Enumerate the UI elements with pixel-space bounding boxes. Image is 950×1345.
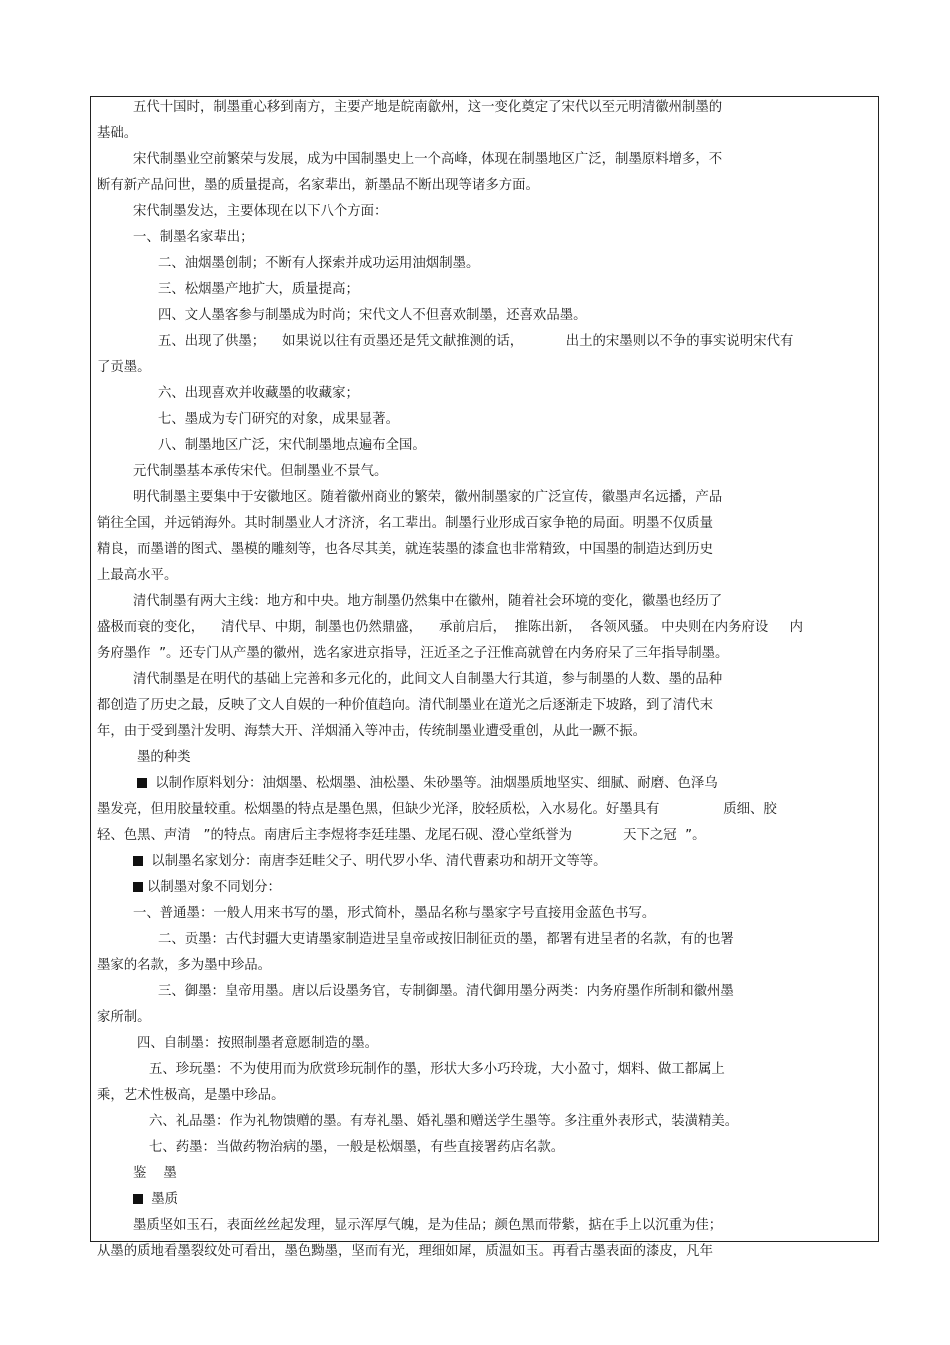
line-text: 断有新产品问世，墨的质量提高，名家辈出，新墨品不断出现等诸多方面。 <box>97 178 539 193</box>
line-text: 元代制墨基本承传宋代。但制墨业不景气。 <box>133 464 388 479</box>
text-line <box>91 281 878 299</box>
text-line <box>91 723 878 741</box>
text-line <box>91 827 878 845</box>
line-text: 三、松烟墨产地扩大，质量提高； <box>158 282 359 297</box>
text-line <box>91 749 878 767</box>
line-text: 七、药墨：当做药物治病的墨，一般是松烟墨，有些直接署药店名款。 <box>149 1140 565 1155</box>
text-line <box>91 333 878 351</box>
black-square-bullet-icon <box>137 778 147 788</box>
line-text: 乘，艺术性极高，是墨中珍品。 <box>97 1088 285 1103</box>
text-line <box>91 879 878 897</box>
text-line <box>91 411 878 429</box>
text-line <box>91 359 878 377</box>
text-line <box>91 1009 878 1027</box>
text-line <box>91 385 878 403</box>
text-line <box>91 983 878 1001</box>
line-text: 墨质坚如玉石，表面丝丝起发理，显示浑厚气魄，是为佳品；颜色黑而带紫，掂在手上以沉重为佳； <box>133 1218 723 1233</box>
black-square-bullet-icon <box>133 856 143 866</box>
text-line <box>91 593 878 611</box>
text-line <box>91 1061 878 1079</box>
line-text: 六、礼品墨：作为礼物馈赠的墨。有寿礼墨、婚礼墨和赠送学生墨等。多注重外表形式，装潢精美。 <box>149 1114 739 1129</box>
text-line <box>91 645 878 663</box>
line-text: 明代制墨主要集中于安徽地区。随着徽州商业的繁荣，徽州制墨家的广泛宣传，徽墨声名远播，产品 <box>133 490 723 505</box>
line-text: 从墨的质地看墨裂纹处可看出，墨色黝墨，坚而有光，理细如犀，质温如玉。再看古墨表面的漆皮，凡年 <box>97 1244 713 1259</box>
line-text: 宋代制墨发达，主要体现在以下八个方面： <box>133 204 388 219</box>
line-text: 墨家的名款，多为墨中珍品。 <box>97 958 272 973</box>
black-square-bullet-icon <box>133 882 143 892</box>
text-line <box>91 177 878 195</box>
text-line <box>91 1087 878 1105</box>
line-text: 以制作原料划分：油烟墨、松烟墨、油松墨、朱砂墨等。油烟墨质地坚实、细腻、耐磨、色泽乌 <box>151 776 718 791</box>
line-text: 一、普通墨：一般人用来书写的墨，形式简朴，墨品名称与墨家字号直接用金蓝色书写。 <box>133 906 656 921</box>
text-line <box>91 1139 878 1157</box>
text-line <box>91 905 878 923</box>
text-line <box>91 463 878 481</box>
line-text: 年，由于受到墨汁发明、海禁大开、洋烟涌入等冲击，传统制墨业遭受重创，从此一蹶不振。 <box>97 724 647 739</box>
line-text: 墨发亮，但用胶量较重。松烟墨的特点是墨色黑，但缺少光泽，胶轻质松，入水易化。好墨具有 质细、胶 <box>97 802 777 817</box>
line-text: 都创造了历史之最，反映了文人自娱的一种价值趋向。清代制墨业在道光之后逐渐走下坡路，到了清代末 <box>97 698 713 713</box>
text-line <box>91 1191 878 1209</box>
line-text: 轻、色黑、声清 ”的特点。南唐后主李煜将李廷珪墨、龙尾石砚、澄心堂纸誉为 天下之冠 ”。 <box>97 828 706 843</box>
text-line <box>91 151 878 169</box>
line-text: 二、贡墨：古代封疆大吏请墨家制造进呈皇帝或按旧制征贡的墨，都署有进呈者的名款，有的也署 <box>158 932 734 947</box>
text-line <box>91 801 878 819</box>
line-text: 以制墨对象不同划分： <box>147 880 281 895</box>
line-text: 销往全国，并远销海外。其时制墨业人才济济，名工辈出。制墨行业形成百家争艳的局面。明墨不仅质量 <box>97 516 713 531</box>
text-line <box>91 203 878 221</box>
text-line <box>91 931 878 949</box>
text-line <box>91 489 878 507</box>
line-text: 精良，而墨谱的图式、墨模的雕刻等，也各尽其美，就连装墨的漆盒也非常精致，中国墨的制造达到历史 <box>97 542 713 557</box>
line-text: 上最高水平。 <box>97 568 178 583</box>
text-line <box>91 99 878 117</box>
line-text: 基础。 <box>97 126 138 141</box>
text-line <box>91 619 878 637</box>
line-text: 四、自制墨：按照制墨者意愿制造的墨。 <box>137 1036 379 1051</box>
line-text: 以制墨名家划分：南唐李廷畦父子、明代罗小华、清代曹素功和胡开文等等。 <box>147 854 607 869</box>
line-text: 五代十国时，制墨重心移到南方，主要产地是皖南歙州，这一变化奠定了宋代以至元明清徽州制墨的 <box>133 100 723 115</box>
text-line <box>91 853 878 871</box>
text-line <box>91 541 878 559</box>
text-line <box>91 255 878 273</box>
line-text: 六、出现喜欢并收藏墨的收藏家； <box>158 386 359 401</box>
text-line <box>91 307 878 325</box>
text-line <box>91 1165 878 1183</box>
line-text: 盛极而衰的变化， 清代早、中期，制墨也仍然鼎盛， 承前启后， 推陈出新， 各领风骚。 中央则在内务府设 内 <box>97 620 803 635</box>
line-text: 清代制墨是在明代的基础上完善和多元化的，此间文人自制墨大行其道，参与制墨的人数、墨的品种 <box>133 672 723 687</box>
text-line <box>91 1217 878 1235</box>
document-frame <box>90 96 879 1259</box>
text-line <box>91 671 878 689</box>
line-text: 宋代制墨业空前繁荣与发展，成为中国制墨史上一个高峰，体现在制墨地区广泛，制墨原料增多，不 <box>133 152 723 167</box>
text-line <box>91 697 878 715</box>
text-line <box>91 515 878 533</box>
line-text: 鉴 墨 <box>133 1166 177 1181</box>
line-text: 一、制墨名家辈出； <box>133 230 254 245</box>
line-text: 七、墨成为专门研究的对象，成果显著。 <box>158 412 400 427</box>
text-line <box>91 775 878 793</box>
line-text: 墨质 <box>147 1192 179 1207</box>
line-text: 五、出现了供墨； 如果说以往有贡墨还是凭文献推测的话， 出土的宋墨则以不争的事实说明宋代有 <box>158 334 794 349</box>
black-square-bullet-icon <box>133 1194 143 1204</box>
text-line <box>91 125 878 143</box>
text-line <box>91 1035 878 1053</box>
line-text: 家所制。 <box>97 1010 151 1025</box>
text-line <box>91 957 878 975</box>
line-text: 五、珍玩墨：不为使用而为欣赏珍玩制作的墨，形状大多小巧玲珑，大小盈寸，烟料、做工都属上 <box>149 1062 725 1077</box>
line-text: 了贡墨。 <box>97 360 151 375</box>
line-text: 二、油烟墨创制；不断有人探索并成功运用油烟制墨。 <box>158 256 480 271</box>
line-text: 八、制墨地区广泛，宋代制墨地点遍布全国。 <box>158 438 426 453</box>
text-line <box>91 437 878 455</box>
text-line <box>91 1243 878 1261</box>
line-text: 四、文人墨客参与制墨成为时尚；宋代文人不但喜欢制墨，还喜欢品墨。 <box>158 308 587 323</box>
text-line <box>91 567 878 585</box>
line-text: 务府墨作 ”。还专门从产墨的徽州，选名家进京指导，汪近圣之子汪惟高就曾在内务府呆了三年指导制墨。 <box>97 646 729 661</box>
text-line <box>91 229 878 247</box>
line-text: 墨的种类 <box>137 750 191 765</box>
text-line <box>91 1113 878 1131</box>
line-text: 清代制墨有两大主线：地方和中央。地方制墨仍然集中在徽州，随着社会环境的变化，徽墨也经历了 <box>133 594 723 609</box>
line-text: 三、御墨：皇帝用墨。唐以后设墨务官，专制御墨。清代御用墨分两类：内务府墨作所制和徽州墨 <box>158 984 734 999</box>
